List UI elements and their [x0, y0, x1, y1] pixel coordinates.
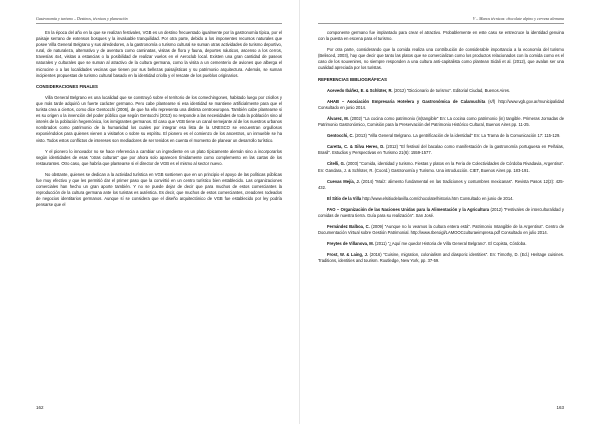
- reference-entry: [318, 116, 564, 128]
- left-paragraph-4: No obstante, quienes se dedican a la actividad turística en VGB sostienen que en un principio el apoyo de las políticas públicas fue muy efectivo y que les permitió dar el primer paso que la convirtió en un centro turístico bien establecido. Las organizaciones comerciales han hecho un gran aporte también. Y no se puede dejar de decir que para muchos de estos comerciantes la reproducción de la cultura germana ante los turistas es auténtica. Es decir, que muchos de estos comerciantes, creadores rodeados de negocios identitarios germanos. Aunque sí se considera que el diseño arquitectónico de VGB fue establecido por ley podría pensarse que el: [36, 171, 282, 208]
- right-page: [300, 0, 600, 424]
- reference-author: Gentocchi, C.: [327, 133, 354, 139]
- right-running-head: V – Manos técnicas: chocolate alpino y cerveza alemana: [318, 16, 564, 24]
- reference-author: Fernández Balboa, C.: [327, 224, 370, 230]
- left-paragraph-1: En la época del año en la que se realizan festivales, VGB es un destino frecuentado igualmente por la gastronomía típica, por el paisaje serrano de extensos bosques y la invaluable tranquilidad. Por otra parte, debido a los imponentes recursos naturales que posee Villa General Belgrano y sus alrededores, a la gastronomía o turismo cultural se suman otras actividades de turismo deportivo, rural, de naturaleza, alternativo y de aventura como caminatas, visitas de flora y fauna, deportes náuticos, ascenso a los cerros, travesías 4x4, visitas a estancias o la posibilidad de realizar vuelos en el Aeroclub local. Existen una gran cantidad de paseos naturales y culturales que se suman al atractivo de la cultura germana, como la visita a un cementerio de aviones que alberga el microcine o a las localidades vecinas que tienen por sus bellezas paisajísticas y su patrimonio arquitectura. Además, se suman incipientes propuestas de turismo cultural basado en la identidad criolla y el rescate de los pueblos originarios.: [36, 30, 282, 78]
- reference-details: (2014) "Maíz: alimento fundamental en las tradiciones y costumbres mexicanas". Revista Pasos 12(2): 425-432.: [318, 178, 564, 190]
- reference-author: Citelli, G.: [327, 161, 346, 167]
- section-heading-references: REFERENCIAS BIBLIOGRÁFICAS: [318, 76, 387, 82]
- reference-entry: [318, 196, 564, 202]
- reference-author: AHAB – Asociación Empresaria Hotelera y Gastronómica de Calamuchita: [327, 98, 486, 104]
- right-page-number: 163: [556, 405, 564, 410]
- left-page-body: [36, 30, 282, 410]
- reference-entry: [318, 207, 564, 219]
- reference-details: (2011) "¿Aquí me quedo! Historia de Villa General Belgrano". El Copista, Córdoba.: [373, 241, 527, 247]
- left-paragraph-2: Villa General Belgrano es una localidad que se construyó sobre el territorio de los comechingones, habitado luego por criollos y que más tarde adquirió un fuerte carácter germano. Pero cabe plantearse si esa identidad se mantiene artificialmente para que el turista crea a ciertos, como dice Gentocchi (2006), de que ha ello representa una distinta centroeuropea. También cabe plantearse si es su origen o la invención del poder público que según Gentocchi (2013) no responde a las necesidades de toda la población sino al interés de la población hegemónica, los inmigrantes germanos. El caso que VGB tiene un canal semejante al de los nuestros urbanos nombrados como patrimonio de la humanidad los cuales por integrar esa lista de la UNESCO se encuentran orgullosos exponiéndolos para quienes vienen a visitarlos o sobre su espíritu. El pionero es el comienzo de los ancestros, un inmueble se ha visto. Todos estos conflictos de intereses son mediadores de ser tenidos en cuenta el momento de planear un desarrollo turístico.: [36, 94, 282, 143]
- reference-entry: [318, 99, 564, 111]
- reference-author: Frost, W. & Laing, J.: [327, 252, 369, 258]
- reference-details: (2013) "Villa General Belgrano. La gentrificación de la identidad" En: La Trama de la Comunicación 17: 115-129.: [353, 133, 561, 139]
- left-paragraph-3: Y el pionero lo innovador no se hace referencia a cambiar un ingrediente en un plato típicamente alemán sino a incorporarlos según identidades de esas "otras culturas" que por ahora solo aparecen tímidamente como complemento en las cartas de los restaurantes. Otro caso, que habría que plantearse si el director de VGB es el mismo al sector nuevo.: [36, 148, 282, 166]
- reference-entry: [318, 88, 564, 94]
- reference-entry: [318, 133, 564, 139]
- reference-details: (s/f) http://www.vgb.gov.ar/municipalidad Consultado en junio 2014.: [318, 98, 564, 110]
- reference-entry: [318, 224, 564, 236]
- section-heading-final-considerations: CONSIDERACIONES FINALES: [36, 83, 98, 89]
- right-page-body: [318, 30, 564, 410]
- reference-details: http://www.elsitiodelavilla.com/chocolate/historia.htm Consultado en junio de 2014.: [361, 195, 514, 201]
- reference-details: (2016) "Cuisine, migration, colonialism and diasporic identities". En: Timothy, D. (Ed.) Heritage cuisines. Traditions, identities and tourism. Routledge, New York, pp. 37-59.: [318, 252, 564, 264]
- reference-author: Álvarez, M.: [327, 115, 349, 121]
- reference-entry: [318, 179, 564, 191]
- reference-details: (2009) "Aunque no lo veamos la cultura entera está". Patrimonio Intangible de la Argentina". Centro de Documentación Virtual sobre Gestión Patrimonial. http://www.Iberoigl/LAMOOCculturaeimpresa.pdf Consultado en julio 2014.: [318, 224, 564, 236]
- reference-entry: [318, 252, 564, 264]
- left-page-number: 162: [36, 405, 44, 410]
- reference-author: El Sitio de la Villa: [327, 195, 362, 201]
- reference-author: Acevedo Ibáñez, E. & Schlüter, R.: [327, 87, 393, 93]
- reference-author: Caretta, C. & Silva Heres, D.: [327, 144, 385, 150]
- reference-list: [318, 88, 564, 265]
- reference-details: (2002) "La cocina como patrimonio (in)tangible" En: La cocina como patrimonio (in) tangible. Primeras Jornadas de Patrimonio Gastronómico, Comisión para la Preservación del Patrimonio Histórico Cultural, Buenos Aires pp. 11-25.: [318, 115, 564, 128]
- reference-entry: [318, 144, 564, 156]
- reference-details: (2003) "Comida, identidad y turismo. Fiestas y platos en la Feria de Colectividades de Córdoba Rivadavia, Argentina". En: Gandara, J. & Schlüter, R. (Coord.) Gastronomía y Turismo. Una introducción. CIET, Buenos Aires pp. 183-191.: [318, 161, 564, 173]
- reference-details: (2012) "Festivales de interculturalidad y comidas de nuestra tierra. Guía para su realización". San José.: [318, 206, 564, 218]
- left-running-head: Gastronomía y turismo – Destinos, técnicas y planeación: [36, 16, 282, 24]
- reference-entry: [318, 241, 564, 247]
- right-paragraph-2: Por otra parte, considerando que la comida realiza una contribución de considerable importancia a la economía del turismo (Belisced, 2003), hay que decir que tanto las platos que se comercializan como los productos relacionados con la comida como es el caso de los souvenires, no siempre responden a una cultura anti-capitalista como plantean Sidali et al. (2012), que avalan ser una cualidad apreciada por los turistas.: [318, 47, 564, 71]
- reference-author: FAO – Organización de las Naciones Unidas para la Alimentación y la Agricultura: [327, 206, 490, 212]
- reference-entry: [318, 161, 564, 173]
- reference-author: Freytes de Villanova, M.: [327, 241, 374, 247]
- reference-details: (2012) "Diccionario de turismo". Editorial Ciudad, Buenos Aires.: [392, 87, 511, 93]
- reference-author: Cuevas Mejía, J.: [327, 178, 360, 184]
- reference-details: (2012) "El festival del bacalao como manifestación de la gastronomía portuguesa en Peñalas, Brasil". Estudios y Perspectivas en Turismo 21(6): 1559-1577.: [318, 144, 564, 156]
- right-paragraph-1: componente germano fue implantado para crear el atractivo. Probablemente en este caso se entrecruce la identidad genuina con la puesta en escena para el turismo.: [318, 30, 564, 42]
